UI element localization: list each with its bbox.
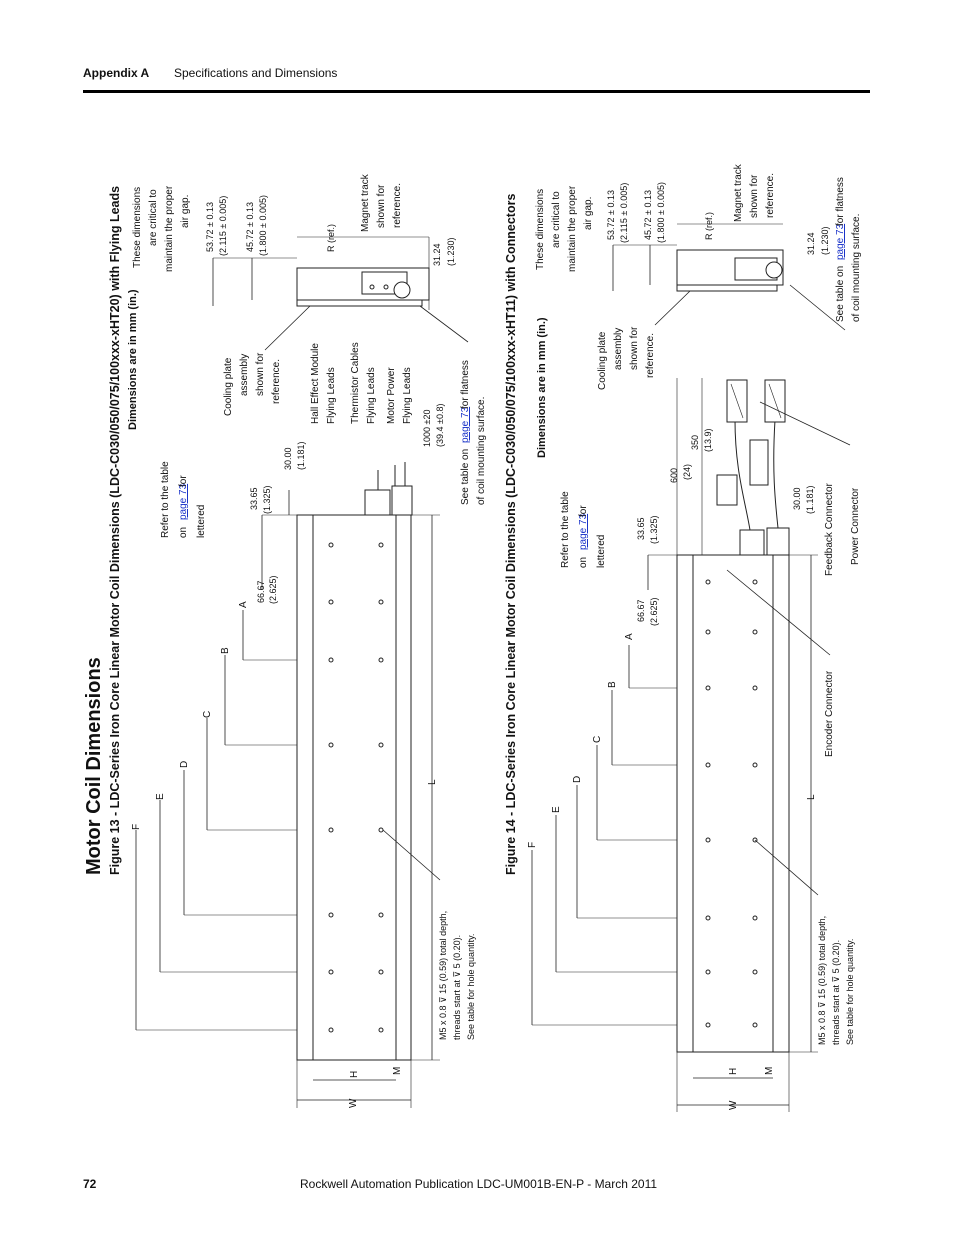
fig14-flatness-page-link[interactable]: page 73: [835, 223, 846, 260]
svg-text:(13.9): (13.9): [703, 428, 713, 452]
svg-text:D: D: [179, 760, 190, 768]
fig14-units-note: Dimensions are in mm (in.): [536, 317, 548, 458]
figure13-drawing: [136, 237, 468, 1108]
svg-text:See table on: See table on: [835, 265, 846, 322]
svg-text:are critical to: are critical to: [148, 189, 159, 246]
svg-text:M: M: [764, 1066, 775, 1075]
svg-text:threads start at ⊽ 5 (0.20).: threads start at ⊽ 5 (0.20).: [831, 939, 841, 1045]
svg-text:W: W: [348, 1098, 359, 1108]
svg-text:for flatness: for flatness: [835, 177, 846, 226]
svg-text:maintain the proper: maintain the proper: [164, 185, 175, 272]
svg-text:reference.: reference.: [645, 332, 656, 378]
svg-text:M: M: [392, 1066, 403, 1075]
svg-text:are critical to: are critical to: [551, 191, 562, 248]
svg-text:air gap.: air gap.: [583, 196, 594, 230]
svg-text:on: on: [578, 556, 589, 568]
svg-text:Cooling plate: Cooling plate: [223, 357, 234, 416]
svg-text:for: for: [578, 505, 589, 517]
header-section: Appendix A: [83, 66, 150, 80]
svg-text:Magnet track: Magnet track: [733, 164, 744, 222]
svg-text:Magnet track: Magnet track: [360, 174, 371, 232]
svg-text:31.24: 31.24: [432, 243, 442, 266]
svg-text:Thermistor Cables: Thermistor Cables: [350, 342, 361, 424]
section-heading: Motor Coil Dimensions: [83, 657, 105, 875]
svg-text:on: on: [178, 526, 189, 538]
footer-page-number: 72: [83, 1177, 97, 1191]
svg-text:Flying Leads: Flying Leads: [402, 367, 413, 424]
svg-text:B: B: [607, 681, 618, 688]
svg-text:M5 x 0.8 ⊽ 15 (0.59) total dep: M5 x 0.8 ⊽ 15 (0.59) total depth,: [438, 910, 448, 1040]
svg-text:33.65: 33.65: [636, 517, 646, 540]
svg-text:E: E: [155, 793, 166, 800]
svg-text:Encoder Connector: Encoder Connector: [824, 670, 835, 757]
svg-text:lettered: lettered: [196, 504, 207, 538]
svg-text:R (ref.): R (ref.): [326, 224, 336, 252]
svg-text:air gap.: air gap.: [180, 194, 191, 228]
svg-text:(24): (24): [682, 463, 692, 480]
fig13-labels: [131, 173, 487, 1108]
svg-text:threads start at ⊽ 5 (0.20).: threads start at ⊽ 5 (0.20).: [452, 934, 462, 1040]
svg-text:shown for: shown for: [255, 352, 266, 396]
svg-text:of coil mounting surface.: of coil mounting surface.: [851, 213, 862, 322]
fig13-coil-body: [297, 515, 411, 1060]
svg-text:maintain the proper: maintain the proper: [567, 185, 578, 272]
svg-text:L: L: [806, 794, 817, 800]
svg-text:shown for: shown for: [629, 326, 640, 370]
svg-text:33.65: 33.65: [249, 487, 259, 510]
svg-text:30.00: 30.00: [283, 447, 293, 470]
svg-text:Hall Effect Module: Hall Effect Module: [310, 343, 321, 424]
svg-text:(1.230): (1.230): [446, 237, 456, 266]
svg-text:(1.325): (1.325): [649, 515, 659, 544]
svg-text:66.67: 66.67: [636, 599, 646, 622]
svg-text:shown for: shown for: [376, 184, 387, 228]
fig14-coil-body: [677, 555, 789, 1052]
svg-text:W: W: [728, 1100, 739, 1110]
fig13-refer-page-link[interactable]: page 73: [178, 483, 189, 520]
svg-text:Cooling plate: Cooling plate: [597, 331, 608, 390]
svg-text:(1.800 ± 0.005): (1.800 ± 0.005): [258, 195, 268, 256]
svg-text:F: F: [131, 823, 142, 830]
svg-text:(2.115 ± 0.005): (2.115 ± 0.005): [619, 182, 629, 243]
svg-text:of coil mounting surface.: of coil mounting surface.: [476, 396, 487, 505]
fig14-mounting-holes: [706, 580, 757, 1027]
svg-text:Flying Leads: Flying Leads: [326, 367, 337, 424]
svg-text:600: 600: [669, 467, 679, 483]
fig13-mounting-holes: [329, 543, 383, 1032]
svg-text:reference.: reference.: [765, 172, 776, 218]
svg-text:assembly: assembly: [239, 353, 250, 396]
svg-text:53.72 ± 0.13: 53.72 ± 0.13: [205, 202, 215, 252]
svg-text:L: L: [427, 779, 438, 785]
svg-text:reference.: reference.: [271, 358, 282, 404]
svg-text:D: D: [572, 775, 583, 783]
fig14-refer-page-link[interactable]: page 73: [578, 513, 589, 550]
svg-text:H: H: [728, 1067, 739, 1075]
svg-text:lettered: lettered: [596, 534, 607, 568]
svg-text:for flatness: for flatness: [460, 360, 471, 409]
svg-text:1000 ±20: 1000 ±20: [422, 409, 432, 447]
svg-text:A: A: [238, 601, 249, 608]
svg-text:See table for hole quantity.: See table for hole quantity.: [466, 933, 476, 1040]
fig13-side-view-magnet: [297, 268, 429, 300]
svg-text:(2.115 ± 0.005): (2.115 ± 0.005): [218, 195, 228, 256]
svg-text:C: C: [202, 710, 213, 718]
svg-text:(1.800 ± 0.005): (1.800 ± 0.005): [656, 182, 666, 243]
svg-text:H: H: [349, 1070, 360, 1078]
svg-text:M5 x 0.8 ⊽ 15 (0.59) total dep: M5 x 0.8 ⊽ 15 (0.59) total depth,: [817, 915, 827, 1045]
svg-text:Power Connector: Power Connector: [850, 487, 861, 565]
svg-text:Motor Power: Motor Power: [386, 367, 397, 424]
header-title: Specifications and Dimensions: [174, 66, 338, 80]
svg-text:assembly: assembly: [613, 327, 624, 370]
figure14-drawing: [532, 224, 850, 1112]
fig13-units-note: Dimensions are in mm (in.): [127, 289, 139, 430]
svg-text:(1.325): (1.325): [262, 485, 272, 514]
svg-text:45.72 ± 0.13: 45.72 ± 0.13: [245, 202, 255, 252]
svg-text:(1.181): (1.181): [805, 485, 815, 514]
fig13-title: Figure 13 - LDC-Series Iron Core Linear Motor Coil Dimensions (LDC-C030/050/075/100xxx-xHT20) with Flying Leads: [108, 185, 122, 875]
svg-text:R (ref.): R (ref.): [704, 212, 714, 240]
svg-text:Flying Leads: Flying Leads: [366, 367, 377, 424]
svg-text:(1.230): (1.230): [820, 226, 830, 255]
svg-text:shown for: shown for: [749, 174, 760, 218]
svg-text:These dimensions: These dimensions: [132, 186, 143, 268]
svg-text:A: A: [624, 633, 635, 640]
fig14-labels: [527, 163, 862, 1110]
svg-text:Refer to the table: Refer to the table: [160, 461, 171, 538]
svg-text:31.24: 31.24: [806, 232, 816, 255]
svg-text:B: B: [220, 647, 231, 654]
svg-text:F: F: [527, 841, 538, 848]
svg-text:(39.4 ±0.8): (39.4 ±0.8): [435, 403, 445, 447]
svg-text:66.67: 66.67: [256, 580, 266, 603]
svg-text:See table on: See table on: [460, 448, 471, 505]
fig13-flatness-page-link[interactable]: page 73: [460, 406, 471, 443]
svg-text:30.00: 30.00: [792, 487, 802, 510]
svg-text:C: C: [592, 735, 603, 743]
svg-text:350: 350: [690, 434, 700, 450]
svg-text:See table for hole quantity.: See table for hole quantity.: [845, 938, 855, 1045]
svg-text:(2.625): (2.625): [268, 575, 278, 604]
svg-text:Feedback Connector: Feedback Connector: [824, 483, 835, 576]
fig14-title: Figure 14 - LDC-Series Iron Core Linear Motor Coil Dimensions (LDC-C030/050/075/100xxx-xHT11) with Connectors: [504, 193, 518, 875]
svg-text:These dimensions: These dimensions: [535, 188, 546, 270]
svg-text:45.72 ± 0.13: 45.72 ± 0.13: [643, 190, 653, 240]
svg-text:E: E: [551, 806, 562, 813]
svg-text:53.72 ± 0.13: 53.72 ± 0.13: [606, 190, 616, 240]
svg-text:Refer to the table: Refer to the table: [560, 491, 571, 568]
svg-text:reference.: reference.: [392, 182, 403, 228]
svg-text:(2.625): (2.625): [649, 597, 659, 626]
footer-publication: Rockwell Automation Publication LDC-UM001B-EN-P - March 2011: [300, 1177, 658, 1191]
svg-text:(1.181): (1.181): [296, 441, 306, 470]
svg-text:for: for: [178, 475, 189, 487]
